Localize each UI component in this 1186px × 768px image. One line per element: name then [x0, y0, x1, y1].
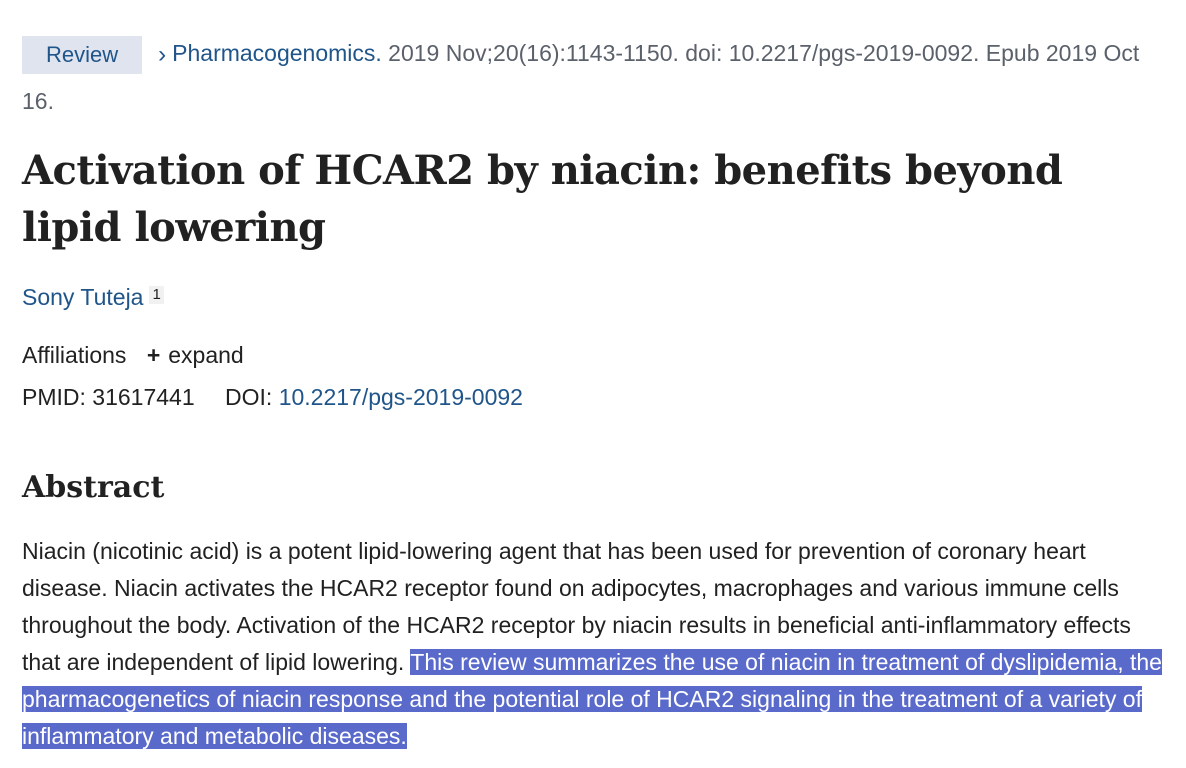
author-list	[22, 284, 164, 311]
abstract-text-selected: This review summarizes the use of niacin in treatment of dyslipidemia, the pharmacogenetics of niacin response and the potential role of HCAR2 signaling in the treatment of a variety of inflammatory and metabolic diseases.	[22, 649, 1162, 749]
journal-link[interactable]: Pharmacogenomics.	[172, 40, 382, 66]
doi-link[interactable]: 10.2217/pgs-2019-0092	[278, 384, 523, 410]
article-title: Activation of HCAR2 by niacin: benefits beyond lipid lowering	[22, 147, 1063, 251]
plus-icon: +	[146, 342, 161, 368]
affiliations-row	[22, 342, 244, 369]
abstract-text	[22, 533, 1172, 755]
author-link[interactable]: Sony Tuteja	[22, 284, 144, 310]
doi-label: DOI:	[225, 384, 273, 410]
chevron-right-icon: ›	[158, 40, 167, 68]
abstract-text-plain: Niacin (nicotinic acid) is a potent lipid-lowering agent that has been used for prevention of coronary heart disease. Niacin activates the HCAR2 receptor found on adipocytes, macrophages and various immune cells throughout the body. Activation of the HCAR2 receptor by niacin results in beneficial anti-inflammatory effects that are independent of lipid lowering.	[22, 538, 1131, 675]
identifiers-row	[22, 384, 523, 411]
article-type-badge: Review	[22, 36, 142, 74]
expand-label: expand	[168, 342, 244, 368]
pmid-value: 31617441	[92, 384, 195, 410]
affiliation-ref-button[interactable]: 1	[149, 286, 163, 304]
citation-details: 2019 Nov;20(16):1143-1150. doi: 10.2217/pgs-2019-0092. Epub 2019 Oct 16.	[22, 40, 1140, 114]
affiliations-expand-button[interactable]	[147, 342, 244, 368]
affiliations-label: Affiliations	[22, 342, 127, 368]
pmid-label: PMID:	[22, 384, 86, 410]
citation-line	[22, 30, 1172, 124]
abstract-heading: Abstract	[22, 470, 165, 505]
